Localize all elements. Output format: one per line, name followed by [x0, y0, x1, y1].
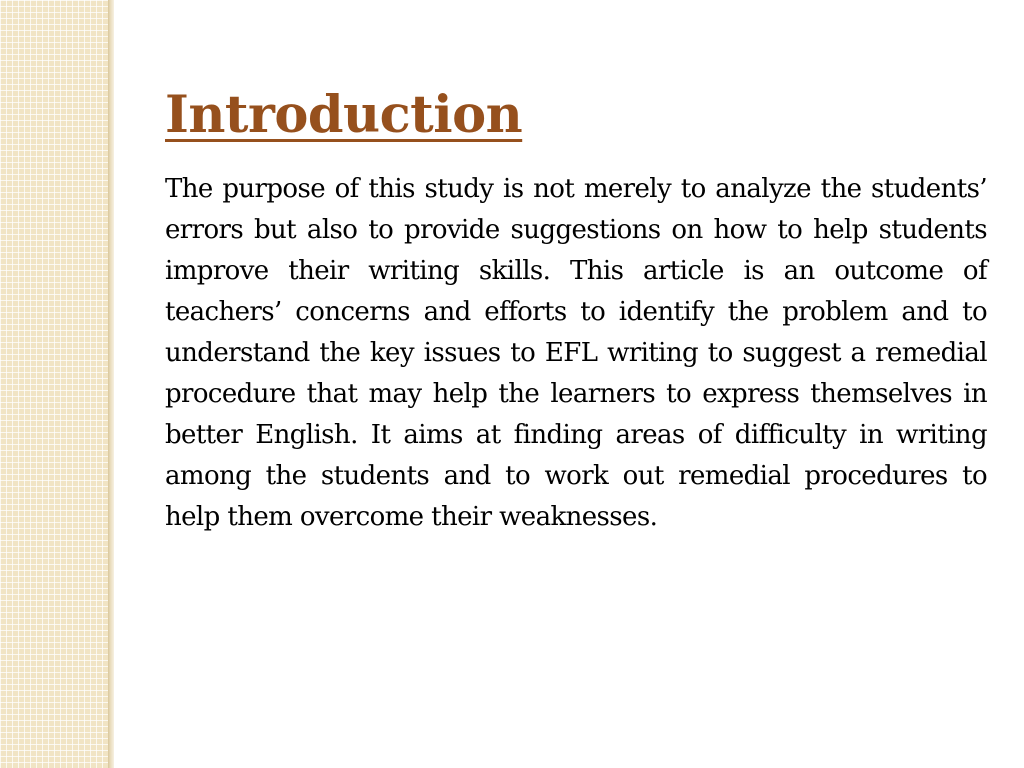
- slide-body-text: The purpose of this study is not merely to analyze the students’ errors but also to provide suggestions on how to help students improve their writing skills. This article is an outcome of teachers’ concerns and efforts to identify the problem and to understand the key issues to EFL writing to suggest a remedial procedure that may help the learners to express themselves in better English. It aims at finding areas of difficulty in writing among the students and to work out remedial procedures to help them overcome their weaknesses.: [165, 174, 987, 532]
- slide-title: Introduction: [165, 85, 523, 145]
- decorative-side-strip: [0, 0, 108, 768]
- slide-content: [165, 80, 987, 538]
- side-strip-shadow: [108, 0, 114, 768]
